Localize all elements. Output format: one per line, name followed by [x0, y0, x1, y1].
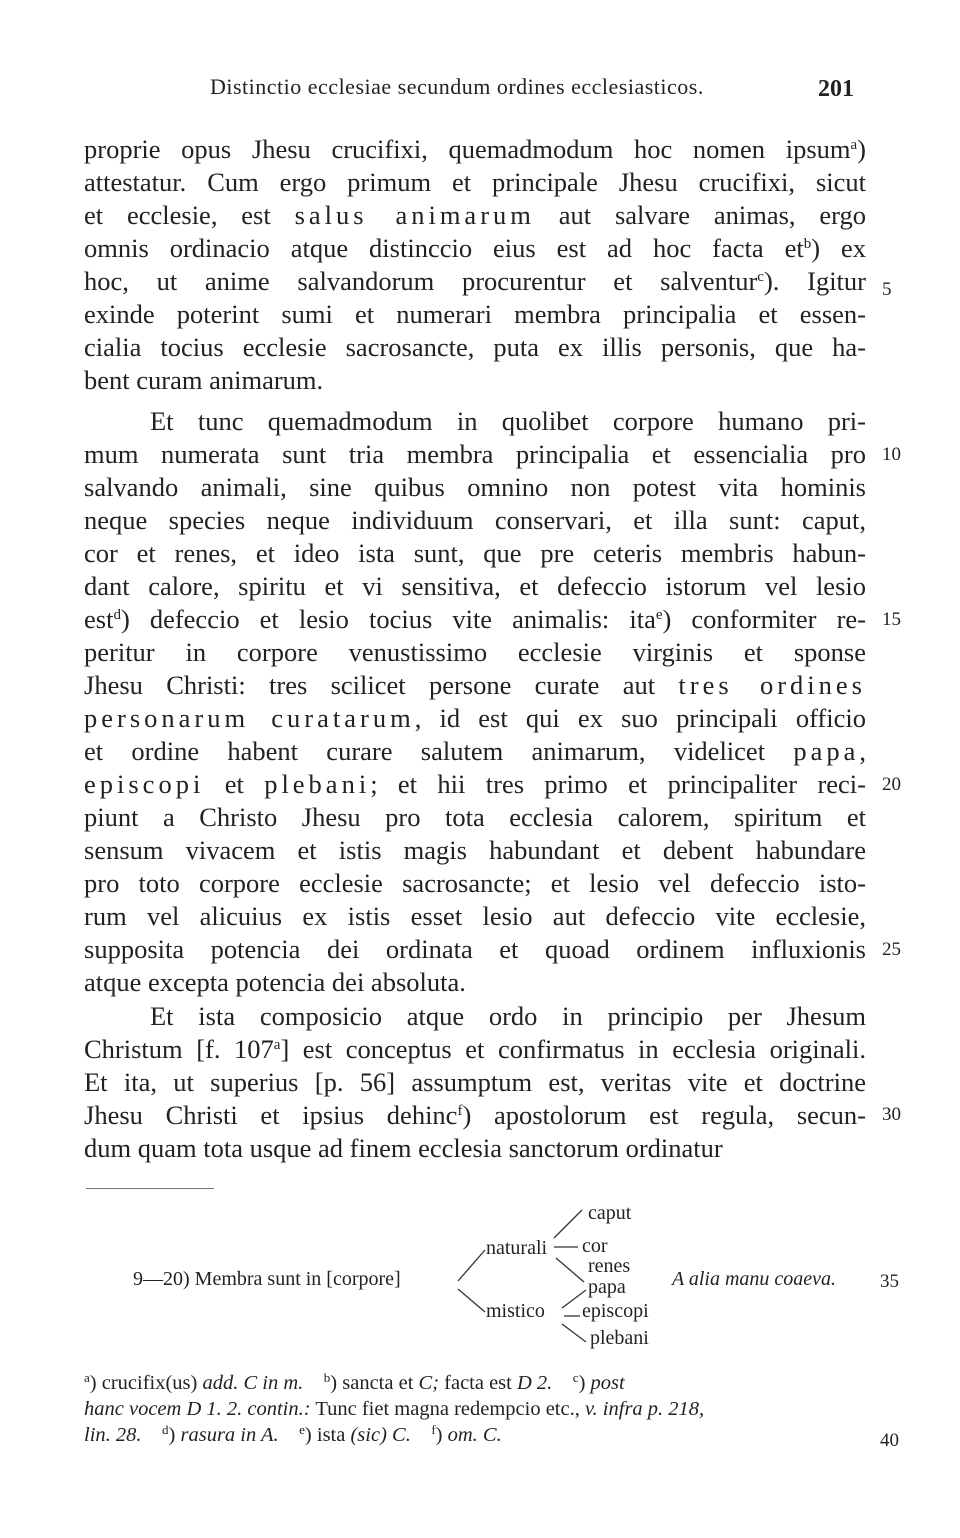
diagram-plebani: plebani — [590, 1327, 649, 1349]
footnote-line — [84, 1396, 866, 1422]
text-run: hoc, ut anime salvandorum procurentur et salventur — [84, 266, 758, 296]
line-number-35: 35 — [880, 1271, 899, 1292]
page-number: 201 — [818, 76, 854, 102]
bracket-line-naturali — [458, 1250, 485, 1281]
text-run: ) — [857, 134, 866, 164]
text-run: omnis ordinacio atque distinccio eius est ad hoc facta et — [84, 233, 804, 263]
footnote-text: (sic) C. — [350, 1424, 411, 1446]
text-run: Jhesu Christi: tres scilicet persone curate aut — [84, 670, 679, 700]
spaced-text: papa — [793, 736, 860, 766]
text-run: ) defeccio et lesio tocius vite animalis: ita — [120, 604, 656, 634]
bracket-line-mistico — [458, 1289, 485, 1312]
spaced-text: tres ordines — [678, 670, 866, 700]
footnote-marker: a — [273, 1037, 281, 1053]
running-title: Distinctio ecclesiae secundum ordines ecclesiasticos. — [210, 74, 704, 99]
text-run: bent curam animarum. — [84, 365, 324, 395]
line-number-10: 10 — [882, 444, 901, 465]
footnote-text: D 2. — [516, 1372, 553, 1394]
text-run: salvando animali, sine quibus omnino non potest vita hominis — [84, 472, 866, 502]
text-run: dant calore, spiritu et vi sensitiva, et defeccio istorum vel lesio — [84, 571, 866, 601]
text-run: sensum vivacem et istis magis habundant et debent habundare — [84, 835, 866, 865]
footnote-marker: e — [655, 607, 663, 623]
text-run: et ordine habent curare salutem animarum, videlicet — [84, 736, 794, 766]
text-run: ) apostolorum est regula, secun- — [462, 1100, 866, 1130]
footnote-marker: d — [113, 607, 121, 623]
footnote-marker: d — [162, 1422, 169, 1437]
text-run: peritur in corpore venustissimo ecclesie virginis et sponse — [84, 637, 866, 667]
text-run: ) conformiter re- — [662, 604, 866, 634]
text-run: neque species neque individuum conservari, et illa sunt: caput, — [84, 505, 866, 535]
footnote-marker: b — [323, 1370, 331, 1385]
footnote-marker: f — [457, 1103, 463, 1119]
footnote-text: rasura in A. — [180, 1424, 279, 1446]
footnote-line — [84, 1370, 866, 1396]
text-run: atque excepta potencia dei absoluta. — [84, 967, 466, 997]
text-run: exinde poterint sumi et numerari membra principalia et essen- — [84, 299, 866, 329]
footnote-marker: a — [84, 1370, 90, 1385]
footnote-text — [552, 1372, 573, 1394]
text-run: Et ista composicio atque ordo in principio per Jhesum — [150, 1001, 866, 1031]
footnote-text — [279, 1424, 300, 1446]
diagram-note: A alia manu coaeva. — [672, 1268, 837, 1290]
footnote-marker: a — [850, 137, 858, 153]
text-run: Jhesu Christi et ipsius dehinc — [84, 1100, 458, 1130]
line-number-25: 25 — [882, 939, 901, 960]
bracket-line-renes — [556, 1258, 584, 1282]
diagram-papa: papa — [588, 1276, 626, 1298]
spaced-text: salus animarum — [294, 200, 535, 230]
footnote-text: om. C. — [447, 1424, 502, 1446]
footnote-marker: c — [572, 1370, 579, 1385]
text-run: et — [204, 769, 265, 799]
text-run: dum quam tota usque ad finem ecclesia sanctorum ordinatur — [84, 1133, 723, 1163]
footnote-text: C; — [418, 1372, 440, 1394]
footnote-text: add. C in m. — [202, 1372, 304, 1394]
text-run: rum vel alicuius ex istis esset lesio aut defeccio vite ecclesie, — [84, 901, 866, 931]
text-run: ] est conceptus et confirmatus in ecclesia originali. — [280, 1034, 866, 1064]
footnote-marker: e — [299, 1422, 305, 1437]
footnote-text: hanc vocem D 1. 2. contin.: — [84, 1398, 311, 1420]
text-run: , — [859, 736, 866, 766]
footnote-text: ) sancta et — [330, 1372, 419, 1394]
footnote-marker: b — [803, 236, 812, 252]
spaced-text: personarum curatarum — [84, 703, 415, 733]
footnote-text: Tunc fiet magna redempcio etc., — [310, 1398, 585, 1420]
diagram-naturali: naturali — [486, 1237, 548, 1259]
footnote-text: ) — [435, 1424, 448, 1446]
bracket-line-plebani — [562, 1324, 586, 1342]
footnote-text: lin. 28. — [84, 1424, 142, 1446]
line-number-5: 5 — [882, 279, 892, 300]
diagram-episcopi: episcopi — [582, 1300, 649, 1322]
text-run: Et tunc quemadmodum in quolibet corpore humano pri- — [150, 406, 866, 436]
text-run: , id est qui ex suo principali officio — [414, 703, 866, 733]
footnote-text: ) — [168, 1424, 181, 1446]
footnote-text — [303, 1372, 324, 1394]
text-run: supposita potencia dei ordinata et quoad ordinem influxionis — [84, 934, 866, 964]
diagram-cor: cor — [582, 1235, 608, 1257]
line-number-20: 20 — [882, 774, 901, 795]
footnote-text: ) ista — [304, 1424, 351, 1446]
footnote-text: ) crucifix(us) — [89, 1372, 203, 1394]
line-number-30: 30 — [882, 1104, 901, 1125]
footnote-text: ) — [578, 1372, 591, 1394]
text-run: cialia tocius ecclesie sacrosancte, puta ex illis personis, que ha- — [84, 332, 866, 362]
diagram-caput: caput — [588, 1202, 632, 1224]
text-run: mum numerata sunt tria membra principalia et essencialia pro — [84, 439, 866, 469]
text-run: ). Igitur — [763, 266, 866, 296]
footnote-text — [411, 1424, 432, 1446]
spaced-text: episcopi — [84, 769, 205, 799]
diagram-renes: renes — [588, 1255, 631, 1277]
text-run: est — [84, 604, 114, 634]
footnote-marker: f — [431, 1422, 436, 1437]
text-run: piunt a Christo Jhesu pro tota ecclesia calorem, spiritum et — [84, 802, 866, 832]
text-run: aut salvare animas, ergo — [534, 200, 866, 230]
text-run: ; et hii tres primo et principaliter reci- — [370, 769, 866, 799]
text-run: pro toto corpore ecclesie sacrosancte; et lesio vel defeccio isto- — [84, 868, 866, 898]
bracket-line-caput — [554, 1210, 582, 1238]
text-run: et ecclesie, est — [84, 200, 295, 230]
footnote-line — [84, 1422, 866, 1448]
line-number-15: 15 — [882, 609, 901, 630]
text-run: Christum [f. 107 — [84, 1034, 274, 1064]
diagram-mistico: mistico — [486, 1300, 545, 1322]
footnote-marker: c — [757, 269, 764, 285]
diagram-lead: 9—20) Membra sunt in [corpore] — [133, 1268, 401, 1290]
text-run: cor et renes, et ideo ista sunt, que pre ceteris membris habun- — [84, 538, 866, 568]
text-run: ) ex — [811, 233, 866, 263]
spaced-text: plebani — [264, 769, 371, 799]
text-run: attestatur. Cum ergo primum et principale Jhesu crucifixi, sicut — [84, 167, 866, 197]
text-run: proprie opus Jhesu crucifixi, quemadmodum hoc nomen ipsum — [84, 134, 851, 164]
footnote-text: facta est — [439, 1372, 517, 1394]
text-run: Et ita, ut superius [p. 56] assumptum est, veritas vite et doctrine — [84, 1067, 866, 1097]
footnote-text: v. infra p. 218, — [584, 1398, 705, 1420]
footnote-text: post — [590, 1372, 625, 1394]
line-number-40: 40 — [880, 1430, 899, 1451]
footnote-text — [142, 1424, 163, 1446]
